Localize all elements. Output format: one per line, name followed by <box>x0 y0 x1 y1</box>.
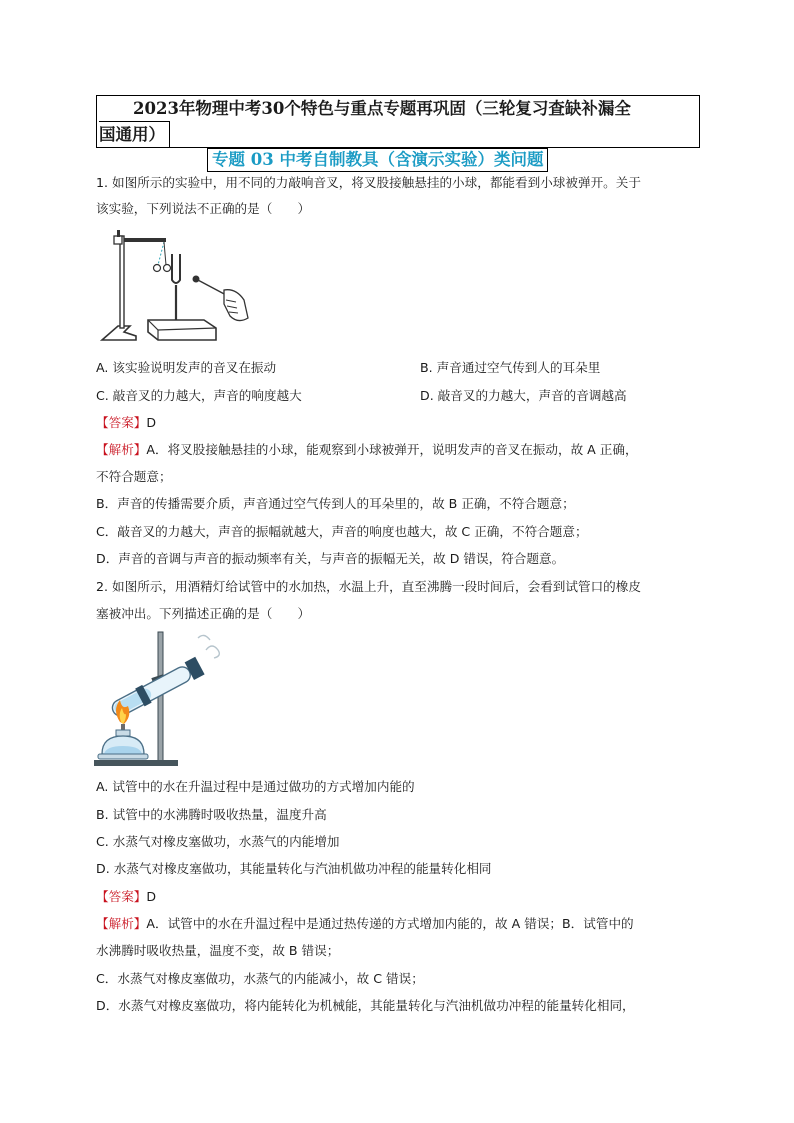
q2-option-b: B. 试管中的水沸腾时吸收热量，温度升高 <box>96 807 327 822</box>
q1-option-c: C. 敲音叉的力越大，声音的响度越大 <box>96 388 302 403</box>
q1-option-b: B. 声音通过空气传到人的耳朵里 <box>420 360 601 375</box>
analysis-tag: 【解析】 <box>96 916 147 931</box>
q1-answer <box>96 410 156 436</box>
q1-analysis-line-4: C．敲音叉的力越大，声音的振幅就越大，声音的响度也越大，故 C 正确，不符合题意； <box>96 524 588 539</box>
q1-analysis-line-1: 【解析】A．将叉股接触悬挂的小球，能观察到小球被弹开，说明发声的音叉在振动，故 A 正确， <box>96 442 638 457</box>
q1-option-d: D. 敲音叉的力越大，声音的音调越高 <box>420 388 627 403</box>
q2-analysis-line-3: C．水蒸气对橡皮塞做功，水蒸气的内能减小，故 C 错误； <box>96 971 424 986</box>
title-line-2: 国通用） <box>99 121 170 147</box>
q2-stem-line-1: 2. 如图所示，用酒精灯给试管中的水加热，水温上升，直至沸腾一段时间后，会看到试管口的橡皮 <box>96 579 641 594</box>
q2-analysis-line-1: 【解析】A．试管中的水在升温过程中是通过热传递的方式增加内能的，故 A 错误；B．试管中的 <box>96 916 634 931</box>
test-tube-heating-figure <box>94 630 224 770</box>
q1-stem-line-1: 1. 如图所示的实验中，用不同的力敲响音叉，将叉股接触悬挂的小球，都能看到小球被弹开。关于 <box>96 175 641 190</box>
q2-analysis-line-2: 水沸腾时吸收热量，温度不变，故 B 错误； <box>96 943 340 958</box>
answer-value: D <box>146 415 157 430</box>
q1-analysis-line-5: D．声音的音调与声音的振动频率有关，与声音的振幅无关，故 D 错误，符合题意。 <box>96 551 565 566</box>
q1-analysis-line-2: 不符合题意； <box>96 469 172 484</box>
q1-analysis-line-3: B．声音的传播需要介质，声音通过空气传到人的耳朵里的，故 B 正确，不符合题意； <box>96 496 575 511</box>
tuning-fork-figure <box>96 228 256 348</box>
q2-analysis-line-4: D．水蒸气对橡皮塞做功，将内能转化为机械能，其能量转化与汽油机做功冲程的能量转化相同， <box>96 998 635 1013</box>
q2-option-c: C. 水蒸气对橡皮塞做功，水蒸气的内能增加 <box>96 834 340 849</box>
q1-stem-line-2: 该实验，下列说法不正确的是（ ） <box>96 201 311 216</box>
document-title <box>96 95 700 148</box>
q2-option-d: D. 水蒸气对橡皮塞做功，其能量转化与汽油机做功冲程的能量转化相同 <box>96 861 492 876</box>
q2-stem-line-2: 塞被冲出。下列描述正确的是（ ） <box>96 606 311 621</box>
q2-option-a: A. 试管中的水在升温过程中是通过做功的方式增加内能的 <box>96 779 415 794</box>
q1-option-a: A. 该实验说明发声的音叉在振动 <box>96 360 277 375</box>
topic-subtitle: 专题 03 中考自制教具（含演示实验）类问题 <box>207 148 548 172</box>
answer-tag: 【答案】 <box>96 415 147 430</box>
answer-tag: 【答案】 <box>96 889 147 904</box>
title-line-1: 2023年物理中考30个特色与重点专题再巩固（三轮复习查缺补漏全 <box>133 99 631 118</box>
analysis-tag: 【解析】 <box>96 442 147 457</box>
q2-answer <box>96 884 156 910</box>
answer-value: D <box>146 889 157 904</box>
